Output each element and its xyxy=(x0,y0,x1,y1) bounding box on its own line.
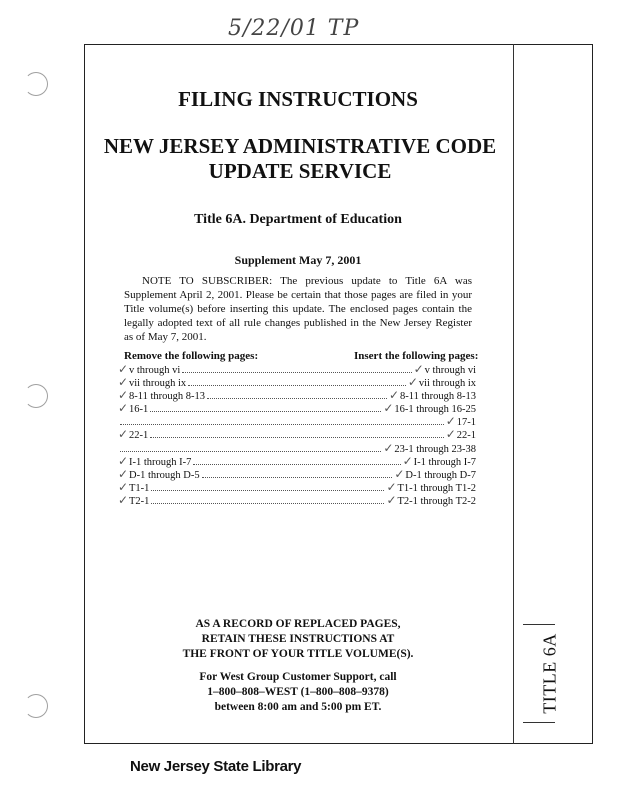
checkmark-icon: ✓ xyxy=(118,401,129,416)
checkmark-icon: ✓ xyxy=(413,362,424,376)
record-instructions xyxy=(120,617,476,662)
code-heading-line1: NEW JERSEY ADMINISTRATIVE CODE xyxy=(103,134,497,158)
table-row xyxy=(118,377,476,390)
support-line-3: between 8:00 am and 5:00 pm ET. xyxy=(214,701,382,713)
checkmark-icon: ✓ xyxy=(118,427,129,442)
remove-page-cell xyxy=(118,377,186,390)
table-row xyxy=(118,479,476,495)
remove-page-cell xyxy=(118,390,205,403)
insert-page-label: T1-1 through T1-2 xyxy=(397,482,476,494)
page-title: FILING INSTRUCTIONS xyxy=(178,87,418,111)
checkmark-icon: ✓ xyxy=(394,466,405,481)
table-row xyxy=(118,429,476,442)
checkmark-icon: ✓ xyxy=(118,466,129,481)
checkmark-icon: ✓ xyxy=(383,401,394,416)
table-row xyxy=(118,390,476,403)
table-row xyxy=(118,466,476,482)
support-line-2: 1–800–808–WEST (1–800–808–9378) xyxy=(207,686,389,698)
dot-leader xyxy=(188,385,406,386)
code-heading xyxy=(98,134,502,184)
tab-divider-line xyxy=(513,44,514,744)
checkmark-icon: ✓ xyxy=(118,388,129,403)
insert-page-cell xyxy=(389,390,476,403)
table-row xyxy=(118,364,476,377)
checkmark-icon: ✓ xyxy=(386,492,397,507)
dot-leader xyxy=(182,372,411,373)
code-heading-line2: UPDATE SERVICE xyxy=(208,159,392,183)
insert-page-label: 17-1 xyxy=(456,417,476,429)
insert-page-label: vii through ix xyxy=(418,378,476,390)
insert-page-label: T2-1 through T2-2 xyxy=(397,495,476,507)
checkmark-icon: ✓ xyxy=(386,479,397,494)
dot-leader xyxy=(150,411,381,412)
insert-page-cell xyxy=(386,492,476,508)
subscriber-note: NOTE TO SUBSCRIBER: The previous update to Title 6A was Supplement April 2, 2001. Please be certain that those pages are filed in your Title volume(s) before inserting this update. The enclosed pages contain the legally adopted text of all rule changes published in the New Jersey Register as of May 7, 2001. xyxy=(124,275,472,343)
tab-rule-bottom xyxy=(523,722,555,723)
table-row xyxy=(118,453,476,469)
insert-page-label: v through vi xyxy=(424,365,476,376)
checkmark-icon: ✓ xyxy=(118,453,129,468)
customer-support xyxy=(120,670,476,715)
remove-page-cell xyxy=(118,466,200,482)
insert-page-label: 22-1 xyxy=(456,430,476,442)
checkmark-icon: ✓ xyxy=(407,375,418,390)
insert-page-cell xyxy=(446,429,476,442)
checkmark-icon: ✓ xyxy=(445,427,456,442)
remove-page-label: vii through ix xyxy=(129,378,187,390)
dot-leader xyxy=(151,503,384,504)
checkmark-icon: ✓ xyxy=(118,362,129,376)
binder-hole-middle xyxy=(24,384,48,408)
insert-page-cell xyxy=(414,364,476,377)
title-tab-label: TITLE 6A xyxy=(539,632,560,714)
insert-page-label: 23-1 through 23-38 xyxy=(394,443,476,455)
page-list xyxy=(118,364,476,508)
binder-hole-top xyxy=(24,72,48,96)
checkmark-icon: ✓ xyxy=(383,440,394,455)
table-row xyxy=(118,403,476,416)
insert-page-cell xyxy=(383,403,476,416)
dot-leader xyxy=(120,451,381,452)
checkmark-icon: ✓ xyxy=(402,453,413,468)
remove-page-label: 22-1 xyxy=(129,430,149,442)
library-footer: New Jersey State Library xyxy=(130,758,302,775)
insert-page-cell xyxy=(402,453,476,469)
remove-page-label: T1-1 xyxy=(129,482,150,494)
remove-page-label: 16-1 xyxy=(129,404,149,416)
dot-leader xyxy=(207,398,387,399)
checkmark-icon: ✓ xyxy=(445,414,456,429)
checkmark-icon: ✓ xyxy=(118,492,129,507)
table-row xyxy=(118,416,476,429)
dot-leader xyxy=(193,464,400,465)
remove-page-label: I-1 through I-7 xyxy=(129,456,192,468)
title-tab xyxy=(520,628,580,718)
insert-page-cell xyxy=(383,440,476,456)
tab-rule-top xyxy=(523,624,555,625)
dot-leader xyxy=(150,437,444,438)
checkmark-icon: ✓ xyxy=(388,388,400,403)
remove-page-label: T2-1 xyxy=(129,495,150,507)
record-line-3: THE FRONT OF YOUR TITLE VOLUME(S). xyxy=(182,648,414,660)
remove-page-cell xyxy=(118,403,148,416)
insert-page-label: D-1 through D-7 xyxy=(405,469,476,481)
remove-page-label: v through vi xyxy=(129,365,181,376)
insert-page-label: 16-1 through 16-25 xyxy=(394,404,476,416)
table-row xyxy=(118,492,476,508)
insert-page-label: 8-11 through 8-13 xyxy=(399,391,476,403)
table-row xyxy=(118,440,476,456)
remove-page-label: D-1 through D-5 xyxy=(129,469,200,481)
support-line-1: For West Group Customer Support, call xyxy=(199,671,397,683)
binder-hole-bottom xyxy=(24,694,48,718)
remove-page-cell xyxy=(118,492,150,508)
remove-page-label: 8-11 through 8-13 xyxy=(129,391,206,403)
dot-leader xyxy=(120,424,444,425)
insert-page-label: I-1 through I-7 xyxy=(413,456,476,468)
remove-page-cell xyxy=(118,453,192,469)
insert-page-cell xyxy=(394,466,476,482)
dot-leader xyxy=(202,477,393,478)
supplement-date: Supplement May 7, 2001 xyxy=(234,253,362,267)
remove-header: Remove the following pages: xyxy=(124,350,259,362)
remove-page-cell xyxy=(118,429,148,442)
checkmark-icon: ✓ xyxy=(118,375,129,390)
checkmark-icon: ✓ xyxy=(118,479,129,494)
record-line-1: AS A RECORD OF REPLACED PAGES, xyxy=(195,618,401,630)
insert-page-cell xyxy=(408,377,476,390)
insert-page-cell xyxy=(386,479,476,495)
record-line-2: RETAIN THESE INSTRUCTIONS AT xyxy=(201,633,395,645)
insert-header: Insert the following pages: xyxy=(354,350,479,362)
handwritten-date-initials: 5/22/01 TP xyxy=(228,16,360,41)
dot-leader xyxy=(151,490,384,491)
title-heading: Title 6A. Department of Education xyxy=(194,212,402,227)
